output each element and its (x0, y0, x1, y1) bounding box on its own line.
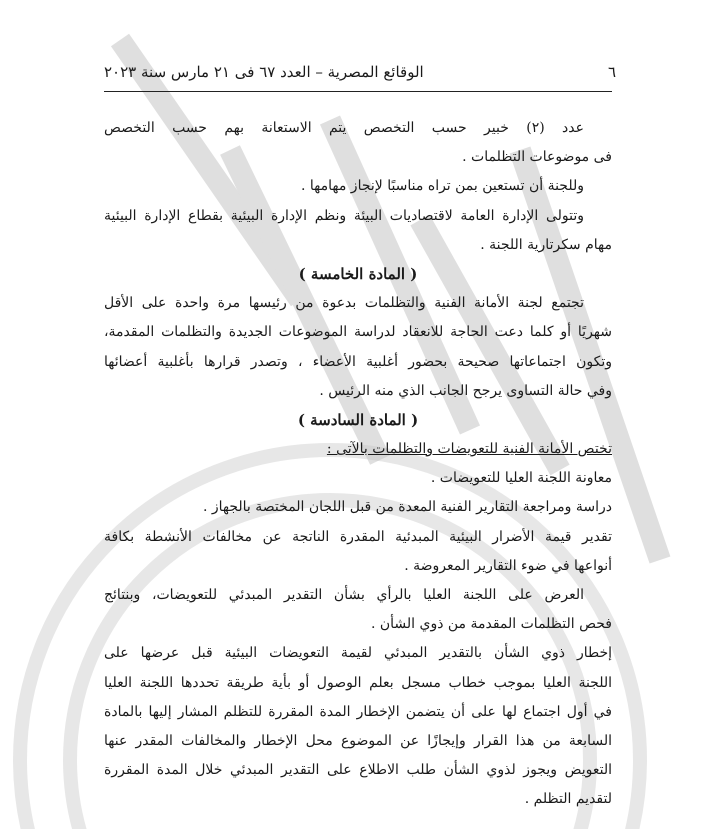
page-header (104, 58, 616, 86)
text-line: فحص التظلمات المقدمة من ذوي الشأن . (370, 616, 612, 633)
document-page (104, 58, 616, 818)
text-line: مهام سكرتارية اللجنة . (480, 236, 612, 253)
text-line: تجتمع لجنة الأمانة الفنية والتظلمات بدعوة من رئيسها مرة واحدة على الأقل (104, 295, 584, 312)
text-line: السابعة من هذا القرار وإيجازًا عن الموضوع محل الإخطار والمخالفات المقدر عنها (104, 732, 612, 749)
text-line: فى موضوعات التظلمات . (462, 149, 612, 166)
page-number: ٦ (607, 63, 616, 81)
text-line: معاونة اللجنة العليا للتعويضات . (430, 470, 612, 487)
header-title: الوقائع المصرية – العدد ٦٧ فى ٢١ مارس سنة ٢٠٢٣ (104, 63, 424, 81)
text-line: إخطار ذوي الشأن بالتقدير المبدئي لقيمة التعويضات البيئية قبل عرضها على (104, 645, 612, 662)
document-body (104, 114, 612, 815)
text-line: العرض على اللجنة العليا بالرأي بشأن التقدير المبدئي للتعويضات، وبنتائج (104, 587, 584, 603)
header-rule (104, 91, 612, 92)
text-line: اللجنة العليا بموجب خطاب مسجل بعلم الوصول أو بأية طريقة تحددها اللجنة العليا (104, 674, 612, 691)
article-6-heading: ( المادة السادسة ) (297, 410, 419, 429)
text-line: تقدير قيمة الأضرار البيئية المبدئية المقدرة الناتجة عن مخالفات الأنشطة بكافة (104, 528, 612, 545)
text-line: أنواعها في ضوء التقارير المعروضة . (404, 557, 612, 574)
text-line: وللجنة أن تستعين بمن تراه مناسبًا لإنجاز مهامها . (301, 178, 584, 195)
article-6-intro-text: تختص الأمانة الفنية للتعويضات والتظلمات بالآتى : (326, 441, 612, 458)
text-line: شهريًا أو كلما دعت الحاجة للانعقاد لدراسة الموضوعات الجديدة والتظلمات المقدمة، (104, 324, 612, 341)
text-line: عدد (٢) خبير حسب التخصص يتم الاستعانة بهم حسب التخصص (104, 120, 584, 136)
text-line: في أول اجتماع لها على أن يتضمن الإخطار المدة المقررة للتظلم المشار إليها بالمادة (104, 703, 612, 720)
text-line: لتقديم التظلم . (524, 791, 612, 808)
text-line: وفي حالة التساوى يرجح الجانب الذي منه الرئيس . (319, 382, 612, 399)
text-line: وتكون اجتماعاتها صحيحة بحضور أغلبية الأعضاء ، وتصدر قرارها بأغلبية أعضائها (104, 353, 612, 370)
text-line: وتتولى الإدارة العامة لاقتصاديات البيئة ونظم الإدارة البيئية بقطاع الإدارة البيئية (104, 207, 584, 224)
text-line: دراسة ومراجعة التقارير الفنية المعدة من قبل اللجان المختصة بالجهاز . (202, 499, 612, 516)
article-5-heading: ( المادة الخامسة ) (298, 264, 418, 283)
text-line: التعويض ويجوز لذوي الشأن طلب الاطلاع على التقدير المبدئي خلال المدة المقررة (104, 762, 612, 779)
article-6-intro (104, 435, 612, 464)
